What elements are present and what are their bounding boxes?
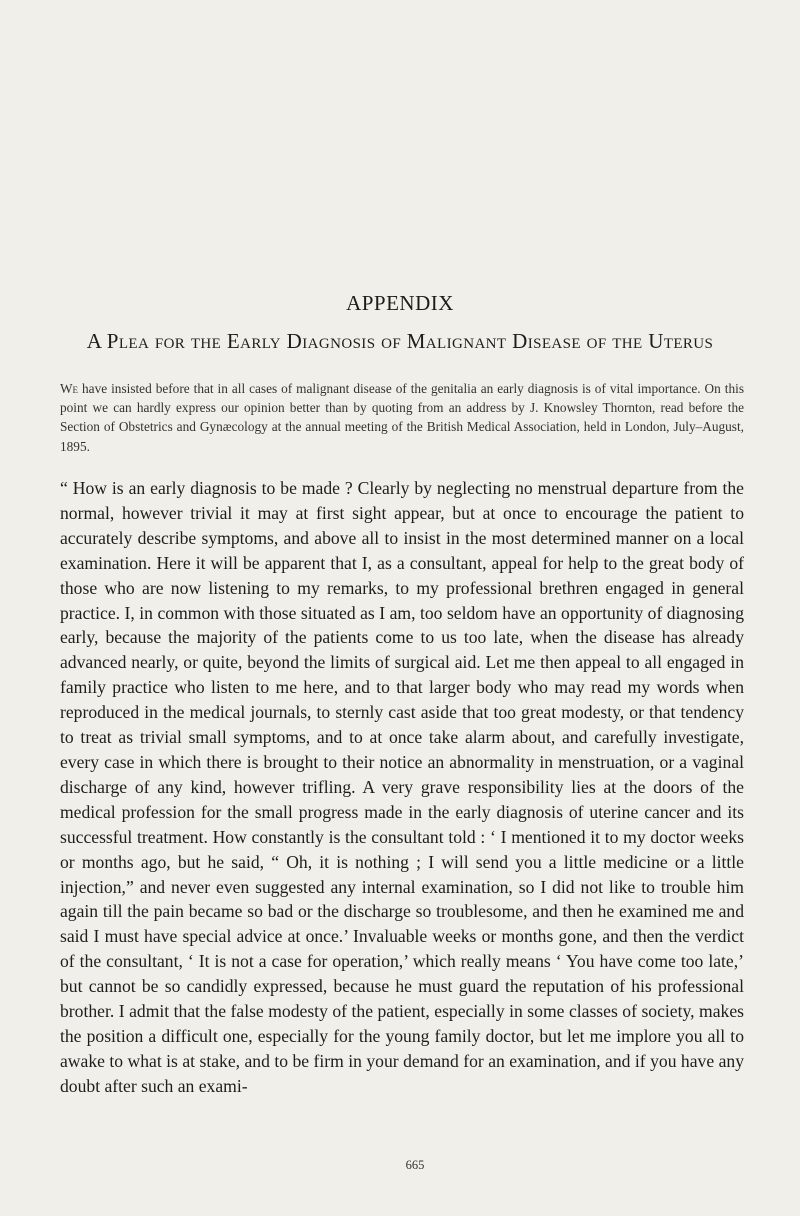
intro-text: have insisted before that in all cases of malignant disease of the genitalia an early diagnosis is of vital importance. On this point we can hardly express our opinion better than by quoting from an address by J. Knowsley Thornton, read before the Section of Obstetrics and Gynæcology at the annual meeting of the British Medical Association, held in London, July–August, 1895. <box>60 381 744 454</box>
page-number: 665 <box>405 1158 425 1172</box>
intro-paragraph <box>60 379 744 456</box>
quoted-paragraph: “ How is an early diagnosis to be made ? Clearly by neglecting no menstrual departure from the normal, however trivial it may at first sight appear, but at once to encourage the patient to accurately describe symptoms, and above all to insist in the most determined manner on a local examination. Here it will be apparent that I, as a consultant, appeal for help to the great body of those who are now listening to my remarks, to my professional brethren engaged in general practice. I, in common with those situated as I am, too seldom have an opportunity of diagnosing early, because the majority of the patients come to us too late, when the disease has already advanced nearly, or quite, beyond the limits of surgical aid. Let me then appeal to all engaged in family practice who listen to me here, and to that larger body who may read my words when reproduced in the medical journals, to sternly cast aside that too great modesty, or that tendency to treat as trivial small symptoms, and to at once take alarm about, and carefully investigate, every case in which there is brought to their notice an abnormality in menstruation, or a vaginal discharge of any kind, however trifling. A very grave responsibility lies at the doors of the medical profession for the small progress made in the early diagnosis of uterine cancer and its successful treatment. How constantly is the consultant told : ‘ I mentioned it to my doctor weeks or months ago, but he said, “ Oh, it is nothing ; I will send you a little medicine or a little injection,” and never even suggested any internal examination, so I did not like to trouble him again till the pain became so bad or the discharge so troublesome, and then he examined me and said I must have special advice at once.’ Invaluable weeks or months gone, and then the verdict of the consultant, ‘ It is not a case for operation,’ which really means ‘ You have come too late,’ but cannot be so candidly expressed, because he must guard the reputation of his professional brother. I admit that the false modesty of the patient, especially in some classes of society, makes the position a difficult one, especially for the young family doctor, but let me implore you all to awake to what is at stake, and to be firm in your demand for an examination, and if you have any doubt after such an exami- <box>60 478 744 1096</box>
intro-lead-word: We <box>60 381 79 396</box>
chapter-title: A Plea for the Early Diagnosis of Malignant Disease of the Uterus <box>86 329 714 353</box>
appendix-heading: APPENDIX <box>346 291 454 315</box>
